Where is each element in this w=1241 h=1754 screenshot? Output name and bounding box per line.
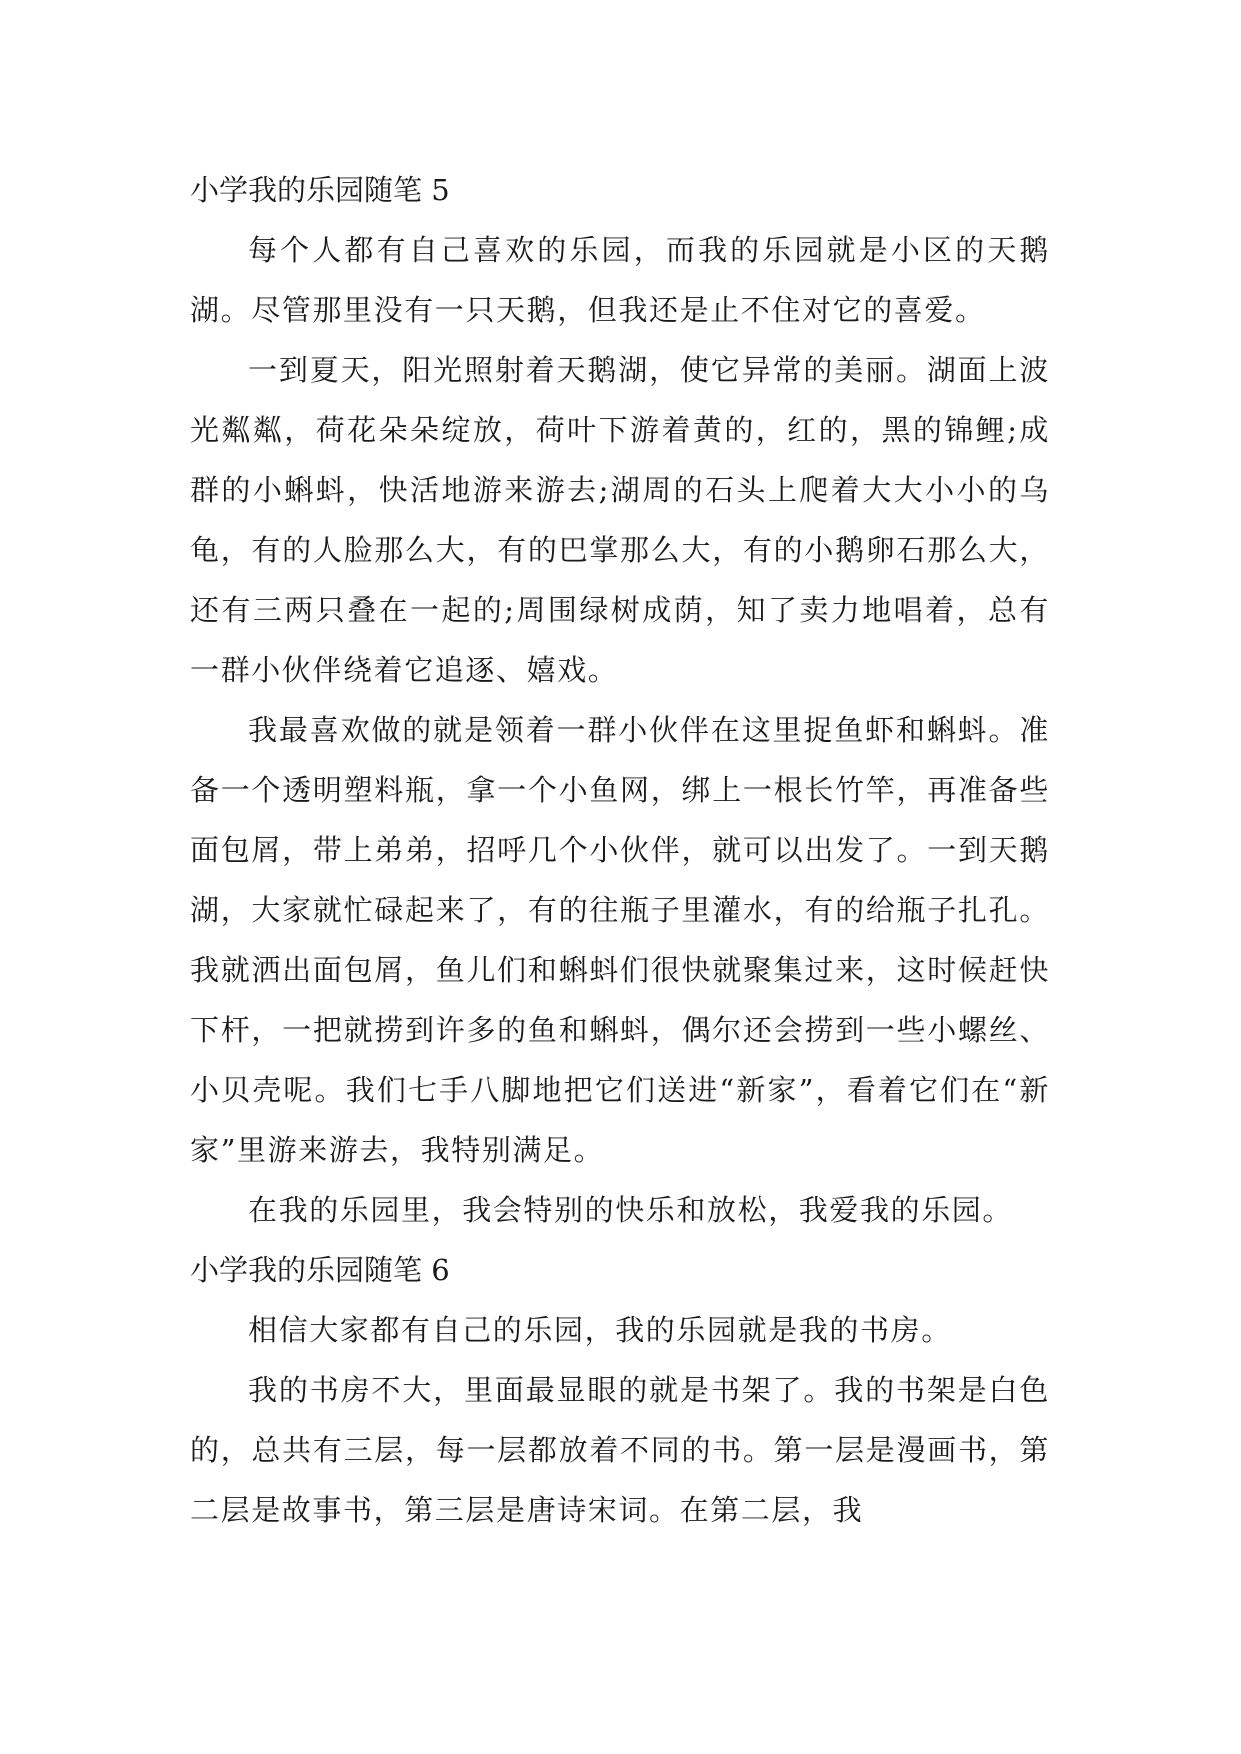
paragraph: 我的书房不大，里面最显眼的就是书架了。我的书架是白色的，总共有三层，每一层都放着不同的书。第一层是漫画书，第二层是故事书，第三层是唐诗宋词。在第二层，我 xyxy=(190,1373,1050,1527)
paragraph: 在我的乐园里，我会特别的快乐和放松，我爱我的乐园。 xyxy=(248,1193,1014,1227)
section-title: 小学我的乐园随笔 5 xyxy=(190,173,450,207)
paragraph: 每个人都有自己喜欢的乐园，而我的乐园就是小区的天鹅湖。尽管那里没有一只天鹅，但我还是止不住对它的喜爱。 xyxy=(190,233,1050,327)
paragraph: 相信大家都有自己的乐园，我的乐园就是我的书房。 xyxy=(248,1313,952,1347)
section-title: 小学我的乐园随笔 6 xyxy=(190,1253,450,1287)
paragraph: 一到夏天，阳光照射着天鹅湖，使它异常的美丽。湖面上波光粼粼，荷花朵朵绽放，荷叶下游着黄的，红的，黑的锦鲤;成群的小蝌蚪，快活地游来游去;湖周的石头上爬着大大小小的乌龟，有的人脸那么大，有的巴掌那么大，有的小鹅卵石那么大，还有三两只叠在一起的;周围绿树成荫，知了卖力地唱着，总有一群小伙伴绕着它追逐、嬉戏。 xyxy=(190,353,1050,687)
document-body xyxy=(190,160,1050,1540)
paragraph: 我最喜欢做的就是领着一群小伙伴在这里捉鱼虾和蝌蚪。准备一个透明塑料瓶，拿一个小鱼网，绑上一根长竹竿，再准备些面包屑，带上弟弟，招呼几个小伙伴，就可以出发了。一到天鹅湖，大家就忙碌起来了，有的往瓶子里灌水，有的给瓶子扎孔。我就洒出面包屑，鱼儿们和蝌蚪们很快就聚集过来，这时候赶快下杆，一把就捞到许多的鱼和蝌蚪，偶尔还会捞到一些小螺丝、小贝壳呢。我们七手八脚地把它们送进“新家”，看着它们在“新家”里游来游去，我特别满足。 xyxy=(190,713,1050,1167)
